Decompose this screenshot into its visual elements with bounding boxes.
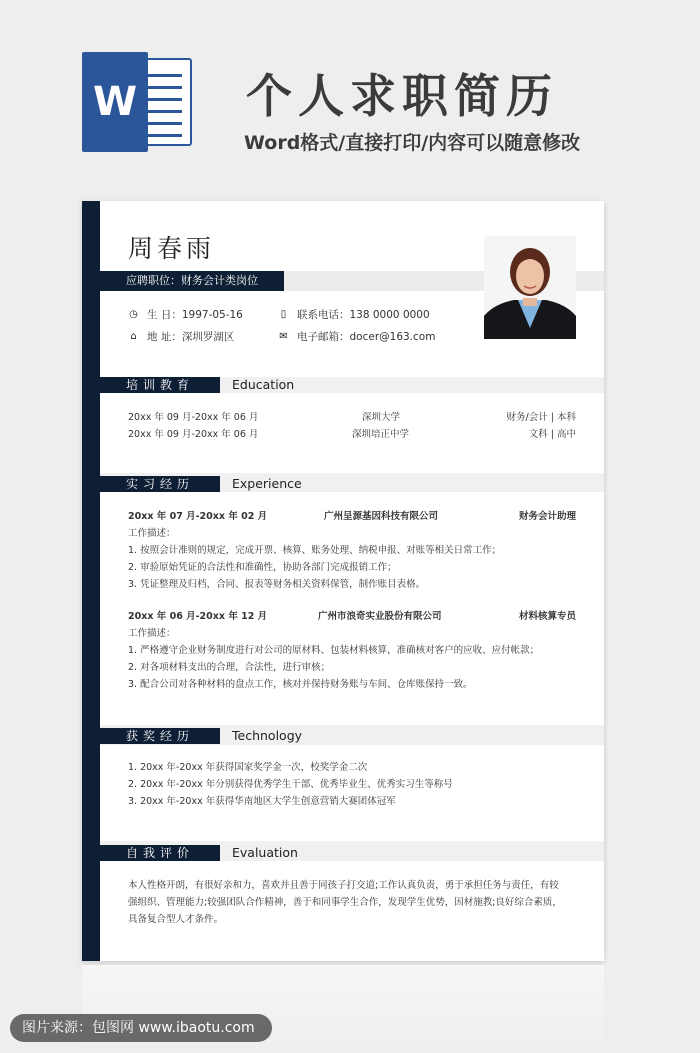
job-period: 20xx 年 07 月-20xx 年 02 月 bbox=[128, 511, 268, 522]
word-logo bbox=[82, 52, 194, 152]
evaluation-title-cn: 自我评价 bbox=[100, 845, 220, 861]
word-badge: W bbox=[82, 52, 148, 152]
job-company: 广州市浪奇实业股份有限公司 bbox=[318, 611, 442, 622]
position-tag: 应聘职位：财务会计类岗位 bbox=[100, 271, 284, 291]
award-item: 2. 20xx 年-20xx 年分别获得优秀学生干部、优秀毕业生、优秀实习生等称号 bbox=[128, 779, 453, 790]
job-period: 20xx 年 06 月-20xx 年 12 月 bbox=[128, 611, 268, 622]
phone-row bbox=[278, 307, 430, 322]
banner-subtitle: Word格式/直接打印/内容可以随意修改 bbox=[244, 132, 581, 154]
job-duty: 3. 凭证整理及归档，合同、报表等财务相关资料保管，制作账目表格。 bbox=[128, 579, 426, 590]
education-period: 20xx 年 09 月-20xx 年 06 月 bbox=[128, 429, 259, 440]
evaluation-line: 本人性格开朗，有很好亲和力，喜欢并且善于同孩子打交道;工作认真负责，勇于承担任务与责任，有较 bbox=[128, 880, 559, 891]
job-duty: 2. 审验原始凭证的合法性和准确性，协助各部门完成报销工作； bbox=[128, 562, 397, 573]
profile-photo bbox=[484, 236, 576, 339]
candidate-name: 周春雨 bbox=[128, 234, 216, 263]
banner-title: 个人求职简历 bbox=[246, 69, 558, 123]
home-icon: ⌂ bbox=[130, 331, 137, 342]
education-school: 深圳培正中学 bbox=[352, 429, 410, 440]
left-accent-bar bbox=[82, 201, 100, 961]
awards-title-en: Technology bbox=[232, 728, 303, 743]
education-header bbox=[100, 377, 604, 393]
experience-header bbox=[100, 476, 604, 492]
award-item: 1. 20xx 年-20xx 年获得国家奖学金一次，校奖学金二次 bbox=[128, 762, 368, 773]
evaluation-line: 具备复合型人才条件。 bbox=[128, 914, 224, 925]
mail-icon: ✉ bbox=[279, 331, 288, 342]
job-duty: 1. 严格遵守企业财务制度进行对公司的原材料、包装材料核算，准确核对客户的应收、应付帐款； bbox=[128, 645, 540, 656]
clock-icon: ◷ bbox=[129, 309, 138, 320]
job-duty: 1. 按照会计准则的规定，完成开票、核算、账务处理、纳税申报、对账等相关日常工作； bbox=[128, 545, 502, 556]
job-duty: 3. 配合公司对各种材料的盘点工作，核对并保持财务账与车间、仓库账保持一致。 bbox=[128, 679, 473, 690]
education-major: 文科 | 高中 bbox=[528, 429, 576, 440]
education-period: 20xx 年 09 月-20xx 年 06 月 bbox=[128, 412, 259, 423]
evaluation-header bbox=[100, 845, 604, 861]
address-text: 地 址：深圳罗湖区 bbox=[147, 331, 235, 343]
email-row bbox=[278, 329, 435, 344]
birth-row bbox=[128, 307, 243, 322]
award-item: 3. 20xx 年-20xx 年获得华南地区大学生创意营销大赛团体冠军 bbox=[128, 796, 396, 807]
source-watermark: 图片来源：包图网 www.ibaotu.com bbox=[10, 1014, 272, 1042]
job-desc-label: 工作描述： bbox=[128, 628, 176, 639]
job-duty: 2. 对各项材料支出的合理，合法性，进行审核； bbox=[128, 662, 331, 673]
title-band bbox=[284, 271, 484, 291]
evaluation-title-en: Evaluation bbox=[232, 845, 298, 860]
education-school: 深圳大学 bbox=[362, 412, 401, 423]
job-role: 财务会计助理 bbox=[518, 511, 576, 522]
awards-title-cn: 获奖经历 bbox=[100, 728, 220, 744]
email-text: 电子邮箱：docer@163.com bbox=[297, 331, 436, 343]
education-title-cn: 培训教育 bbox=[100, 377, 220, 393]
resume-paper bbox=[82, 201, 604, 961]
experience-title-en: Experience bbox=[232, 476, 302, 491]
education-title-en: Education bbox=[232, 377, 295, 392]
phone-text: 联系电话：138 0000 0000 bbox=[297, 309, 430, 321]
title-band-right bbox=[576, 271, 604, 291]
job-role: 材料核算专员 bbox=[518, 611, 576, 622]
evaluation-line: 强组织、管理能力;较强团队合作精神，善于和同事学生合作，发现学生优势，因材施教;良好综合素质， bbox=[128, 897, 562, 908]
experience-title-cn: 实习经历 bbox=[100, 476, 220, 492]
birth-text: 生 日：1997-05-16 bbox=[147, 309, 243, 321]
job-desc-label: 工作描述： bbox=[128, 528, 176, 539]
phone-icon: ▯ bbox=[280, 309, 287, 320]
address-row bbox=[128, 329, 234, 344]
education-major: 财务/会计 | 本科 bbox=[506, 412, 576, 423]
awards-header bbox=[100, 728, 604, 744]
job-company: 广州呈源基因科技有限公司 bbox=[324, 511, 439, 522]
